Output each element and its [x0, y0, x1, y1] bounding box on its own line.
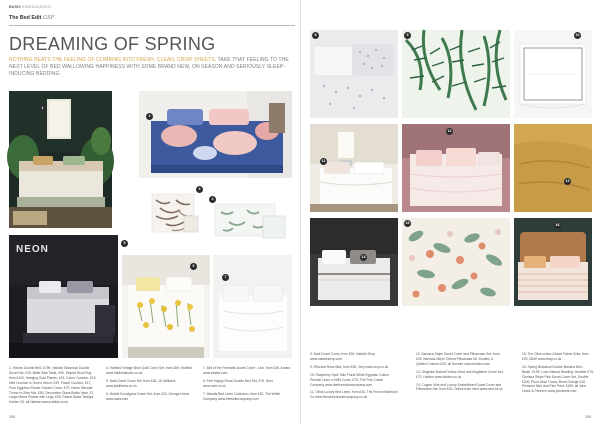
- caption-r4: 11. Olivia Luxury Bed Linen, from £40, The French Bedroom Co www.frenchbedroomcompany.co.uk: [310, 390, 398, 400]
- section-label-name: The Bed Edit: [9, 15, 42, 21]
- product-photo-11: [310, 124, 398, 212]
- photo-badge-8: 8: [312, 32, 319, 39]
- running-head-brand: BUSH: [9, 5, 20, 9]
- right-page: [300, 0, 600, 424]
- photo-badge-11: 11: [321, 159, 326, 163]
- caption-r2: 9. Rita and Rose Bed, from £36, Very www.very.co.uk: [310, 364, 389, 369]
- product-photo-4: [207, 194, 292, 244]
- photo-badge-9: 9: [404, 32, 411, 39]
- captions-col-1: [9, 366, 97, 412]
- photo-badge-5: 5: [121, 240, 128, 247]
- photo-badge-16: 16: [555, 223, 560, 227]
- caption-r3: 10. Raspberry Spot Toile Floral White Egyptian Cotton Percale Linen in Wild Cover, £75, The Fine Cotton Company www.thefinecottoncompany.com: [310, 372, 389, 387]
- product-photo-1: [9, 91, 112, 228]
- product-photo-10: [514, 30, 592, 118]
- neon-sign: NEON: [16, 244, 49, 255]
- product-photo-13: [514, 124, 592, 212]
- caption-4: 4. Harfield Vintage Blue Quilt Cover Set, from £89, Harfield www.harfieldstudio.co.uk: [106, 366, 192, 375]
- caption-r8: 15. The Olive cotton Oxford Fabric Sofa, from £29, B&W www.ebay.co.uk: [522, 352, 589, 361]
- captions-col-3: [203, 366, 291, 412]
- standfirst-rest: TAKE THAT FEELING TO THE NEXT LEVEL OF BED WALLOWING HAPPINESS WITH SOME BRAND NEW, ON SEASON AND SERIOUSLY SLEEP-INDUCING BEDDING.: [9, 57, 289, 78]
- caption-9: 7. Mandis Bed Linen Collection, from £30, The White Company www.thewhitecompany.com: [203, 391, 281, 401]
- photo-badge-13: 13: [565, 179, 570, 183]
- photo-badge-3: 3: [196, 186, 203, 193]
- product-photo-2: [139, 91, 292, 178]
- photo-badge-2: 2: [146, 113, 153, 120]
- caption-6: 6. Mobile Eucalyptus Duvet Set, from £30, George Home www.asda.com: [106, 391, 190, 401]
- captions-col-6: [522, 352, 594, 412]
- running-head: [9, 5, 51, 9]
- caption-5: 5. Nala Duvet Cover Set, from £35, JD Williams www.jdwilliams.co.uk: [106, 378, 176, 388]
- photo-badge-7: 7: [222, 274, 229, 281]
- section-label-suffix: GSF: [42, 15, 55, 21]
- page-headline: DREAMING OF SPRING: [9, 34, 216, 54]
- photo-badge-15: 15: [405, 221, 410, 225]
- caption-1: 1. Harlow Double Bed, £799, Habitat; Botanical Double Duvet Set, £26, Millie Sale Table, £99, Striped Wool Rug from £109, Hanging Gold Planter, £15, Ochre Cushion, £19, Mint Cushion in Green Velvet, £39, Pastel Cushion, £17, Pure Egyptian Flower Garden Cover, £79, Home Minimal Throw in Olive Mix, £59, Decorative Glass Bottle Vase, £7, Large Mixed Planter with Legs, £39, Faded Glass Tealight Holder, £5, all Habitat www.habitat.co.uk: [9, 366, 97, 405]
- photo-badge-10: 10: [575, 33, 580, 37]
- standfirst: [9, 57, 294, 79]
- product-photo-8: [310, 30, 398, 118]
- product-photo-15: [402, 218, 510, 306]
- photo-badge-6: 6: [190, 263, 197, 270]
- caption-7: 7. Bell of the Fernbells Duvet Cover - Link, from £35, Amara www.amara.com: [203, 366, 291, 375]
- photo-badge-12: 12: [447, 129, 452, 133]
- caption-r5: 12. Barossa Stripe Duvet Cover and Pillowcase Set, from £33, Barossa Stripe Oxford Pillowcase £8, Dunelm & Quilted Cushion £29, all Dunelm www.dunelm.com: [416, 352, 500, 366]
- section-label: [9, 15, 54, 21]
- product-photo-7: [213, 255, 292, 358]
- captions-col-4: [310, 352, 398, 412]
- running-head-section: HOME&GARDEN: [19, 5, 51, 9]
- product-photo-16: [514, 218, 592, 306]
- caption-r6: 13. Gingham Natural Yellow Wool and Kingfisher Cover Set, £70, Hidden www.hidden.co.uk: [416, 369, 504, 379]
- caption-r9: 16. Spring Botanical Double Banana Bed - Blush, £199, Love Natural Bedding; Heather £75, Chelsea Stripe Pink Duvet Cover Set, Double £200, Plum Wool Throw, Burnt Orange £30, Pleasure Mint and Pine Print, £199, all John Lewis & Partners www.johnlewis.com: [522, 364, 594, 394]
- folio-right: 109: [585, 415, 591, 419]
- caption-8: 8. Feel Happy Floral Double Bed Set, £75, Next www.next.co.uk: [203, 378, 273, 388]
- product-photo-6: [122, 255, 210, 358]
- folio-left: 108: [9, 415, 15, 419]
- photo-badge-14: 14: [361, 255, 366, 259]
- photo-badge-1: 1: [39, 105, 46, 112]
- product-photo-5: [9, 235, 126, 358]
- product-photo-12: [402, 124, 510, 212]
- photo-badge-4: 4: [209, 196, 216, 203]
- caption-r7: 14. Copper Mint and Luxury Embellished Duvet Cover and Pillowcase Set, from £30, Online from Next www.next.co.uk: [416, 382, 503, 392]
- standfirst-highlight: NOTHING BEATS THE FEELING OF CLIMBING INTO FRESH, CLEAN, CRISP SHEETS,: [9, 57, 217, 63]
- product-photo-14: [310, 218, 398, 306]
- captions-col-2: [106, 366, 194, 412]
- captions-col-5: [416, 352, 504, 412]
- caption-r1: 9. Nola Duvet Cover, from £39, Natalie Shop www.natalieshop.com: [310, 352, 376, 361]
- product-photo-3: [146, 186, 203, 241]
- header-rule: [9, 25, 295, 26]
- product-photo-9: [402, 30, 510, 118]
